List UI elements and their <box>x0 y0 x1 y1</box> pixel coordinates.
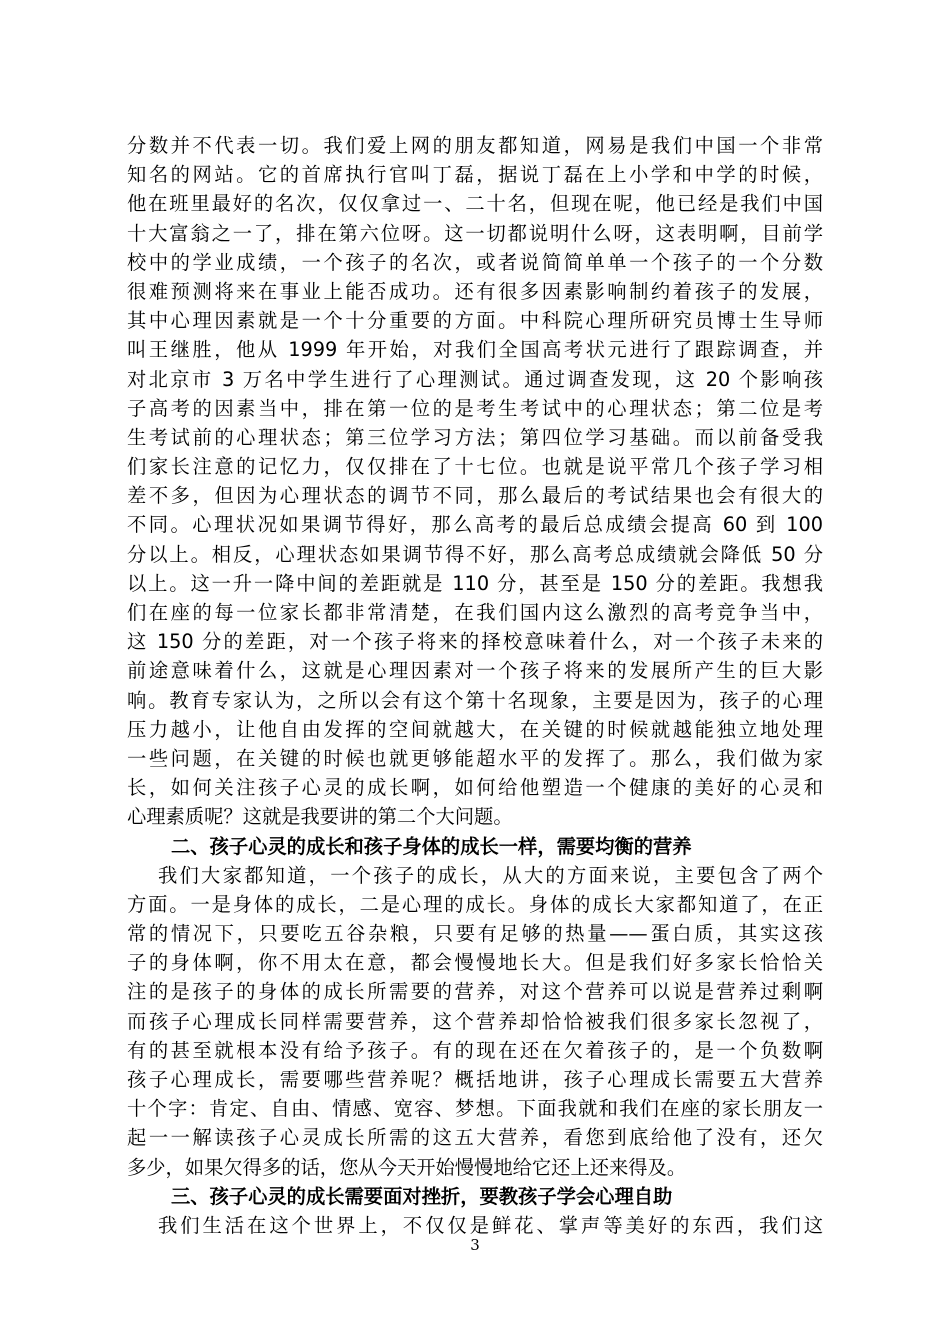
text-line: 们在座的每一位家长都非常清楚，在我们国内这么激烈的高考竞争当中， <box>127 601 823 624</box>
text-line: 十个字：肯定、自由、情感、宽容、梦想。下面我就和我们在座的家长朋友一 <box>127 1097 823 1121</box>
text-line: 他在班里最好的名次，仅仅拿过一、二十名，但现在呢，他已经是我们中国 <box>127 192 823 216</box>
text-line: 不同。心理状况如果调节得好，那么高考的最后总成绩会提高 60 到 100 <box>127 513 823 537</box>
text-line: 一些问题，在关键的时候也就更够能超水平的发挥了。那么，我们做为家 <box>127 746 823 770</box>
text-line: 我们大家都知道，一个孩子的成长，从大的方面来说，主要包含了两个 <box>158 863 823 887</box>
text-line: 分以上。相反，心理状态如果调节得不好，那么高考总成绩就会降低 50 分 <box>127 542 823 566</box>
page-number: 3 <box>470 1236 480 1254</box>
text-line: 这 150 分的差距，对一个孩子将来的择校意味着什么，对一个孩子未来的 <box>127 630 823 654</box>
section-heading-3: 三、孩子心灵的成长需要面对挫折，要教孩子学会心理自助 <box>171 1184 673 1208</box>
text-line: 长，如何关注孩子心灵的成长啊，如何给他塑造一个健康的美好的心灵和 <box>127 776 823 800</box>
text-line: 生考试前的心理状态；第三位学习方法；第四位学习基础。而以前备受我 <box>127 425 823 449</box>
paragraph-2 <box>127 861 823 1182</box>
text-line: 分数并不代表一切。我们爱上网的朋友都知道，网易是我们中国一个非常 <box>127 134 823 157</box>
section-heading-2: 二、孩子心灵的成长和孩子身体的成长一样，需要均衡的营养 <box>171 834 692 858</box>
text-line: 以上。这一升一降中间的差距就是 110 分，甚至是 150 分的差距。我想我 <box>127 571 823 595</box>
text-line: 而孩子心理成长同样需要营养，这个营养却恰恰被我们很多家长忽视了， <box>127 1009 823 1033</box>
text-line: 知名的网站。它的首席执行官叫丁磊，据说丁磊在上小学和中学的时候， <box>127 163 823 187</box>
text-line: 叫王继胜，他从 1999 年开始，对我们全国高考状元进行了跟踪调查，并 <box>127 338 823 362</box>
text-line: 常的情况下，只要吃五谷杂粮，只要有足够的热量——蛋白质，其实这孩 <box>127 922 823 946</box>
text-line: 有的甚至就根本没有给予孩子。有的现在还在欠着孩子的，是一个负数啊 <box>127 1038 823 1062</box>
text-line: 差不多，但因为心理状态的调节不同，那么最后的考试结果也会有很大的 <box>127 484 823 508</box>
text-line: 心理素质呢？这就是我要讲的第二个大问题。 <box>127 805 513 829</box>
text-line: 子高考的因素当中，排在第一位的是考生考试中的心理状态；第二位是考 <box>127 396 823 420</box>
text-line: 校中的学业成绩，一个孩子的名次，或者说简简单单一个孩子的一个分数 <box>127 250 823 274</box>
text-line: 其中心理因素就是一个十分重要的方面。中科院心理所研究员博士生导师 <box>127 309 823 333</box>
body-text <box>127 131 823 1240</box>
text-line: 孩子心理成长，需要哪些营养呢？概括地讲，孩子心理成长需要五大营养 <box>127 1068 823 1091</box>
paragraph-1 <box>127 131 823 832</box>
text-line: 注的是孩子的身体的成长所需要的营养，对这个营养可以说是营养过剩啊 <box>127 980 823 1004</box>
text-line: 们家长注意的记忆力，仅仅排在了十七位。也就是说平常几个孩子学习相 <box>127 455 823 479</box>
text-line: 响。教育专家认为，之所以会有这个第十名现象，主要是因为，孩子的心理 <box>127 688 823 712</box>
text-line: 前途意味着什么，这就是心理因素对一个孩子将来的发展所产生的巨大影 <box>127 659 823 683</box>
text-line: 十大富翁之一了，排在第六位呀。这一切都说明什么呀，这表明啊，目前学 <box>127 221 823 245</box>
text-line: 多少，如果欠得多的话，您从今天开始慢慢地给它还上还来得及。 <box>127 1155 687 1179</box>
text-line: 子的身体啊，你不用太在意，都会慢慢地长大。但是我们好多家长恰恰关 <box>127 951 823 975</box>
text-line: 我们生活在这个世界上，不仅仅是鲜花、掌声等美好的东西，我们这 <box>158 1213 823 1237</box>
text-line: 起一一解读孩子心灵成长所需的这五大营养，看您到底给他了没有，还欠 <box>127 1126 823 1150</box>
text-line: 压力越小，让他自由发挥的空间就越大，在关键的时候就越能独立地处理 <box>127 717 823 741</box>
text-line: 对北京市 3 万名中学生进行了心理测试。通过调查发现，这 20 个影响孩 <box>127 367 823 391</box>
text-line: 很难预测将来在事业上能否成功。还有很多因素影响制约着孩子的发展， <box>127 279 823 303</box>
text-line: 方面。一是身体的成长，二是心理的成长。身体的成长大家都知道了，在正 <box>127 892 823 916</box>
